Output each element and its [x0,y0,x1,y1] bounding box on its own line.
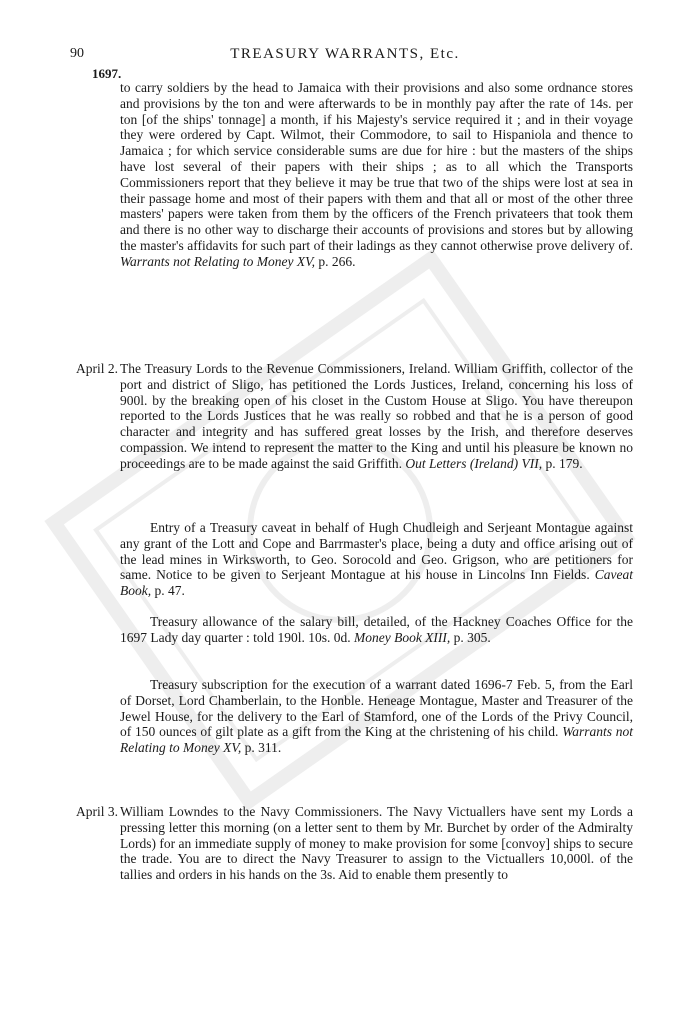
page-number: 90 [70,46,84,61]
entry-page-ref: p. 311. [241,740,282,756]
entry-text [120,361,633,472]
entry-body: Treasury subscription for the execution of a warrant dated 1696-7 Feb. 5, from the Earl of Dorset, Lord Chamberlain, to the Honble. Heneage Montague, Master and Treasurer of the Jewel House, for the delivery to the Earl of Stamford, one of the Lords of the Privy Council, of 150 ounces of gilt plate as a gift from the King at the christening of his child. [120,677,633,740]
calendar-entry [120,80,633,270]
running-head: TREASURY WARRANTS, Etc. [230,46,460,62]
entry-body: to carry soldiers by the head to Jamaica with their provisions and also some ordnance stores and provisions by the ton and were afterwards to be in monthly pay after the rate of 14s. per ton [of the ships' tonnage] a month, if his Majesty's service required it ; and in their voyage they were ordered by Capt. Wilmot, their Commodore, to sail to Hispaniola and thence to Jamaica ; for which service considerable sums are due for hire : but the masters of the ships have lost several of their papers with their ships ; as to all which the Transports Commissioners report that they believe it may be true that two of the ships were lost at sea in their passage home and most of their papers with them and that all or most of the other three masters' papers were taken from them by the officers of the French privateers that took them and there is no other way to discharge their accounts of provisions and stores but by allowing the master's affidavits for such part of their ladings as they cannot otherwise prove delivery of. [120,80,633,253]
entry-text [120,80,633,270]
calendar-entry [120,614,633,646]
entry-body: William Lowndes to the Navy Commissioners. The Navy Victuallers have sent my Lords a pressing letter this morning (on a letter sent to them by Mr. Burchet by order of the Admiralty Lords) for an immediate supply of money to make provision for some [convoy] ships to secure the trade. You are to direct the Navy Treasurer to assign to the Victuallers 10,000l. of the tallies and orders in his hands on the 3s. Aid to enable them presently to [120,804,633,883]
entry-date: April 2. [76,361,118,376]
entry-reference: Warrants not Relating to Money XV, [120,253,315,269]
entry-reference: Out Letters (Ireland) VII, [405,455,543,471]
entry-reference: Money Book XIII, [353,629,451,645]
margin-year: 1697. [92,66,122,81]
calendar-entry [120,677,633,756]
entry-body: The Treasury Lords to the Revenue Commissioners, Ireland. William Griffith, collector of the port and district of Sligo, has petitioned the Lords Justices, Ireland, concerning his loss of 900l. by the breaking open of his closet in the Custom House at Sligo. You have thereupon reported to the Lords Justices that he was really so robbed and that he is a person of good character and integrity and has suffered great losses by the Irish, and therefore deserves compassion. We intend to represent the matter to the King and until his pleasure be known no proceedings are to be made against the said Griffith. [120,361,633,471]
entry-reference: Caveat Book, [120,567,634,599]
entry-body: Entry of a Treasury caveat in behalf of Hugh Chudleigh and Serjeant Montague against any grant of the Lott and Cope and Barrmaster's place, being a duty and office arising out of the lead mines in Wirksworth, to Geo. Sorocold and Geo. Grigson, who are petitioners for same. Notice to be given to Serjeant Montague at his house in Lincolns Inn Fields. [120,520,633,583]
entry-page-ref: p. 305. [450,629,491,645]
entry-text [120,520,633,599]
calendar-entry [120,520,633,599]
entry-page-ref: p. 47. [151,583,185,599]
entry-text [120,614,633,646]
entry-body: Treasury allowance of the salary bill, detailed, of the Hackney Coaches Office for the 1697 Lady day quarter : told 190l. 10s. 0d. [120,614,633,645]
calendar-entry [76,361,633,472]
page-header [70,46,620,66]
entry-page-ref: p. 266. [315,253,356,269]
entry-text [120,804,633,883]
entry-text [120,677,633,756]
entry-reference: Warrants not Relating to Money XV, [120,724,634,756]
entry-date: April 3. [76,804,118,819]
entry-page-ref: p. 179. [542,455,583,471]
calendar-entry [76,804,633,883]
